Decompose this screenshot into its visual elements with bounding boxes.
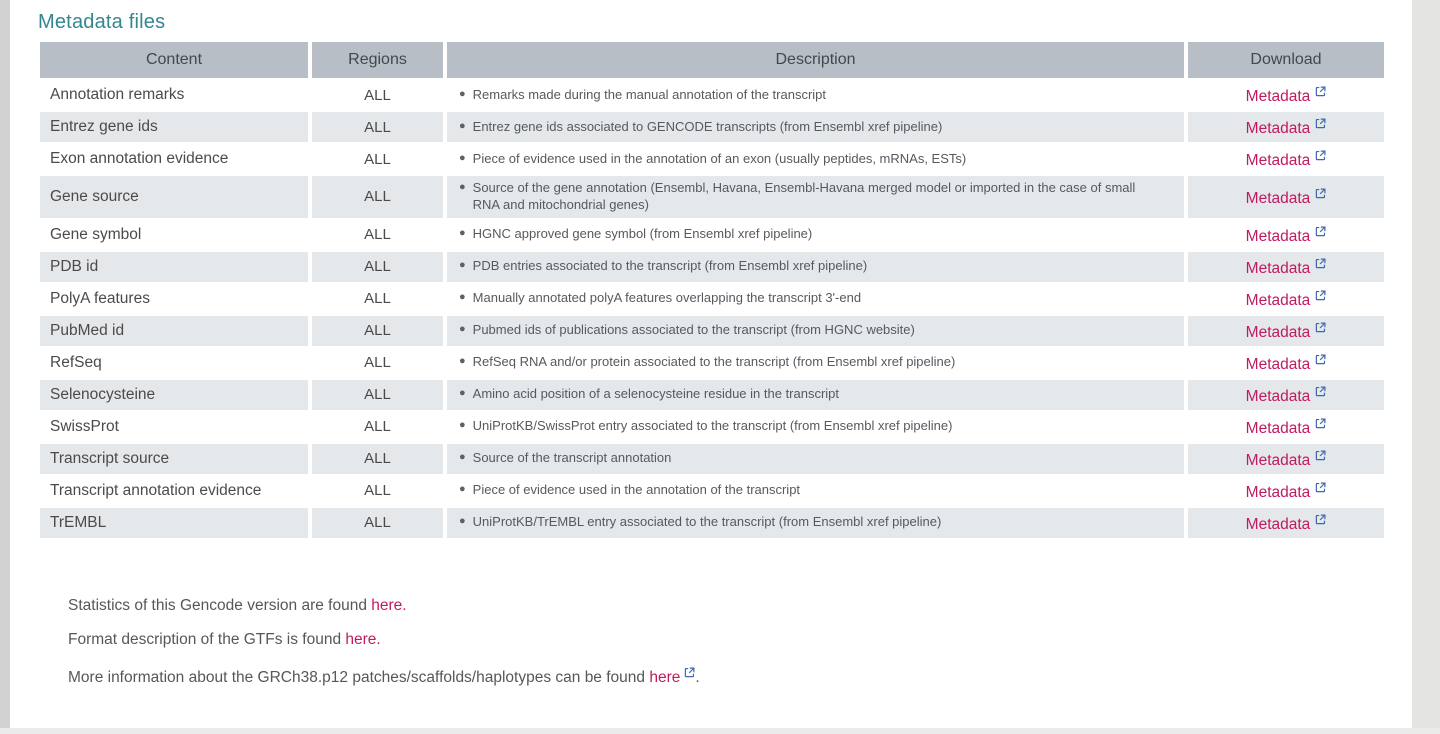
content-cell: Gene symbol: [50, 225, 142, 243]
content-cell: Gene source: [40, 176, 308, 218]
table-row: [40, 220, 1384, 250]
bullet-icon: ●: [459, 419, 466, 432]
external-link-icon: [1315, 480, 1326, 498]
column-header-content: Content: [40, 42, 308, 78]
description-text: Source of the gene annotation (Ensembl, Havana, Ensembl-Havana merged model or imported in the case of small RNA and mitochondrial genes): [472, 180, 1136, 212]
regions-cell: ALL: [312, 444, 443, 474]
statistics-here-link[interactable]: here.: [371, 596, 407, 614]
page-bottom-gutter: [0, 728, 1440, 734]
content-cell: Transcript source: [40, 444, 308, 474]
download-cell: [1188, 380, 1384, 410]
external-link-icon: [1315, 384, 1326, 402]
bullet-icon: ●: [459, 451, 466, 464]
metadata-download-link[interactable]: Metadata: [1245, 291, 1311, 309]
external-link-icon: [1315, 84, 1326, 102]
metadata-download-link[interactable]: Metadata: [1245, 152, 1311, 169]
external-link-icon: [1315, 320, 1326, 338]
content-cell: SwissProt: [50, 417, 119, 435]
description-cell: [447, 112, 1184, 142]
content-cell: PDB id: [40, 252, 308, 282]
bullet-icon: ●: [459, 515, 466, 528]
description-cell: [447, 176, 1184, 218]
download-cell: [1188, 508, 1384, 538]
description-text: Piece of evidence used in the annotation of the transcript: [472, 482, 801, 498]
regions-cell: ALL: [312, 508, 443, 538]
download-cell: [1188, 220, 1384, 250]
grch38-note: [68, 664, 1412, 688]
description-cell: [447, 252, 1184, 282]
regions-cell: ALL: [364, 290, 391, 308]
external-link-icon: [1315, 448, 1326, 466]
statistics-note: [68, 596, 1412, 616]
regions-cell: ALL: [364, 354, 391, 372]
content-cell: Entrez gene ids: [40, 112, 308, 142]
bullet-icon: ●: [459, 181, 466, 193]
description-cell: [447, 220, 1184, 250]
download-cell: [1188, 284, 1384, 314]
column-header-regions: Regions: [312, 42, 443, 78]
description-text: Entrez gene ids associated to GENCODE transcripts (from Ensembl xref pipeline): [472, 118, 943, 134]
metadata-download-link[interactable]: Metadata: [1245, 387, 1311, 405]
regions-cell: ALL: [312, 380, 443, 410]
download-cell: [1188, 444, 1384, 474]
table-row: [40, 380, 1384, 410]
regions-cell: ALL: [364, 226, 391, 244]
gtf-format-here-link[interactable]: here.: [345, 630, 381, 648]
description-text: Piece of evidence used in the annotation of an exon (usually peptides, mRNAs, ESTs): [472, 150, 967, 166]
regions-cell: ALL: [364, 418, 391, 436]
content-cell: PolyA features: [50, 289, 150, 307]
metadata-download-link[interactable]: Metadata: [1245, 451, 1311, 469]
bullet-icon: ●: [459, 151, 466, 164]
table-row: [40, 144, 1384, 174]
metadata-download-link[interactable]: Metadata: [1245, 227, 1311, 245]
download-cell: [1188, 144, 1384, 174]
table-row: [40, 412, 1384, 442]
metadata-download-link[interactable]: Metadata: [1245, 355, 1311, 373]
content-cell: RefSeq: [50, 353, 102, 371]
description-text: UniProtKB/SwissProt entry associated to the transcript (from Ensembl xref pipeline): [472, 418, 953, 434]
regions-cell: ALL: [312, 252, 443, 282]
table-row: [40, 80, 1384, 110]
table-row: [40, 176, 1384, 218]
external-link-icon: [1315, 416, 1326, 434]
description-cell: [447, 380, 1184, 410]
external-link-icon: [1315, 148, 1326, 166]
bullet-icon: ●: [459, 355, 466, 368]
description-text: RefSeq RNA and/or protein associated to the transcript (from Ensembl xref pipeline): [472, 354, 956, 370]
download-cell: [1188, 348, 1384, 378]
bullet-icon: ●: [459, 387, 466, 400]
description-cell: [447, 444, 1184, 474]
metadata-download-link[interactable]: Metadata: [1245, 189, 1311, 207]
table-row: [40, 508, 1384, 538]
external-link-icon: [1315, 256, 1326, 274]
regions-cell: ALL: [312, 112, 443, 142]
external-link-icon: [1315, 116, 1326, 134]
bullet-icon: ●: [459, 227, 466, 240]
column-header-description: Description: [447, 42, 1184, 78]
table-row: [40, 112, 1384, 142]
metadata-download-link[interactable]: Metadata: [1245, 88, 1311, 105]
description-cell: [447, 80, 1184, 110]
gtf-format-note: [68, 630, 1412, 650]
table-row: [40, 252, 1384, 282]
metadata-download-link[interactable]: Metadata: [1245, 419, 1311, 437]
table-row: [40, 284, 1384, 314]
table-row: [40, 476, 1384, 506]
external-link-icon: [1315, 288, 1326, 306]
external-link-icon: [1315, 224, 1326, 242]
metadata-files-table: [36, 40, 1388, 540]
grch38-here-link[interactable]: here: [649, 668, 681, 686]
regions-cell: ALL: [364, 482, 391, 500]
description-text: Source of the transcript annotation: [472, 450, 672, 466]
description-cell: [447, 476, 1184, 506]
external-link-icon: [1315, 352, 1326, 370]
table-row: [40, 444, 1384, 474]
description-cell: [447, 348, 1184, 378]
bullet-icon: ●: [459, 259, 466, 272]
metadata-download-link[interactable]: Metadata: [1245, 515, 1311, 533]
regions-cell: ALL: [364, 150, 391, 168]
download-cell: [1188, 316, 1384, 346]
page-left-gutter: [0, 0, 10, 728]
column-header-download: Download: [1188, 42, 1384, 78]
content-cell: Transcript annotation evidence: [50, 481, 262, 499]
download-cell: [1188, 176, 1384, 218]
external-link-icon: [684, 664, 695, 684]
download-cell: [1188, 80, 1384, 110]
description-cell: [447, 412, 1184, 442]
content-cell: Selenocysteine: [40, 380, 308, 410]
metadata-download-link[interactable]: Metadata: [1245, 323, 1311, 341]
bullet-icon: ●: [459, 119, 466, 132]
statistics-note-text: Statistics of this Gencode version are found: [68, 596, 372, 614]
description-cell: [447, 144, 1184, 174]
content-cell: Annotation remarks: [50, 86, 185, 103]
footer-notes: [68, 596, 1412, 688]
external-link-icon: [1315, 186, 1326, 204]
table-row: [40, 348, 1384, 378]
description-text: HGNC approved gene symbol (from Ensembl xref pipeline): [472, 226, 813, 242]
main-content: [10, 0, 1412, 728]
regions-cell: ALL: [312, 176, 443, 218]
gtf-format-note-text: Format description of the GTFs is found: [68, 630, 346, 648]
description-text: UniProtKB/TrEMBL entry associated to the transcript (from Ensembl xref pipeline): [472, 514, 942, 530]
content-cell: TrEMBL: [40, 508, 308, 538]
external-link-icon: [1315, 512, 1326, 530]
description-text: Remarks made during the manual annotation of the transcript: [472, 86, 827, 102]
description-cell: [447, 316, 1184, 346]
download-cell: [1188, 112, 1384, 142]
metadata-download-link[interactable]: Metadata: [1245, 259, 1311, 277]
description-text: Amino acid position of a selenocysteine residue in the transcript: [472, 386, 840, 402]
bullet-icon: ●: [459, 323, 466, 336]
description-cell: [447, 508, 1184, 538]
metadata-download-link[interactable]: Metadata: [1245, 483, 1311, 501]
page-title: Metadata files: [38, 11, 166, 33]
bullet-icon: ●: [459, 291, 466, 304]
table-header-row: [40, 42, 1384, 78]
table-row: [40, 316, 1384, 346]
description-text: Manually annotated polyA features overlapping the transcript 3'-end: [472, 290, 862, 306]
description-text: PDB entries associated to the transcript (from Ensembl xref pipeline): [472, 258, 868, 274]
content-cell: Exon annotation evidence: [50, 150, 229, 167]
download-cell: [1188, 252, 1384, 282]
regions-cell: ALL: [312, 316, 443, 346]
metadata-download-link[interactable]: Metadata: [1245, 120, 1311, 137]
content-cell: PubMed id: [40, 316, 308, 346]
grch38-note-suffix: .: [695, 668, 700, 686]
description-text: Pubmed ids of publications associated to the transcript (from HGNC website): [472, 322, 915, 338]
page-right-gutter: [1412, 0, 1440, 728]
bullet-icon: ●: [459, 87, 466, 100]
download-cell: [1188, 412, 1384, 442]
regions-cell: ALL: [364, 86, 391, 104]
description-cell: [447, 284, 1184, 314]
grch38-note-text: More information about the GRCh38.p12 patches/scaffolds/haplotypes can be found: [68, 668, 650, 686]
download-cell: [1188, 476, 1384, 506]
bullet-icon: ●: [459, 483, 466, 496]
